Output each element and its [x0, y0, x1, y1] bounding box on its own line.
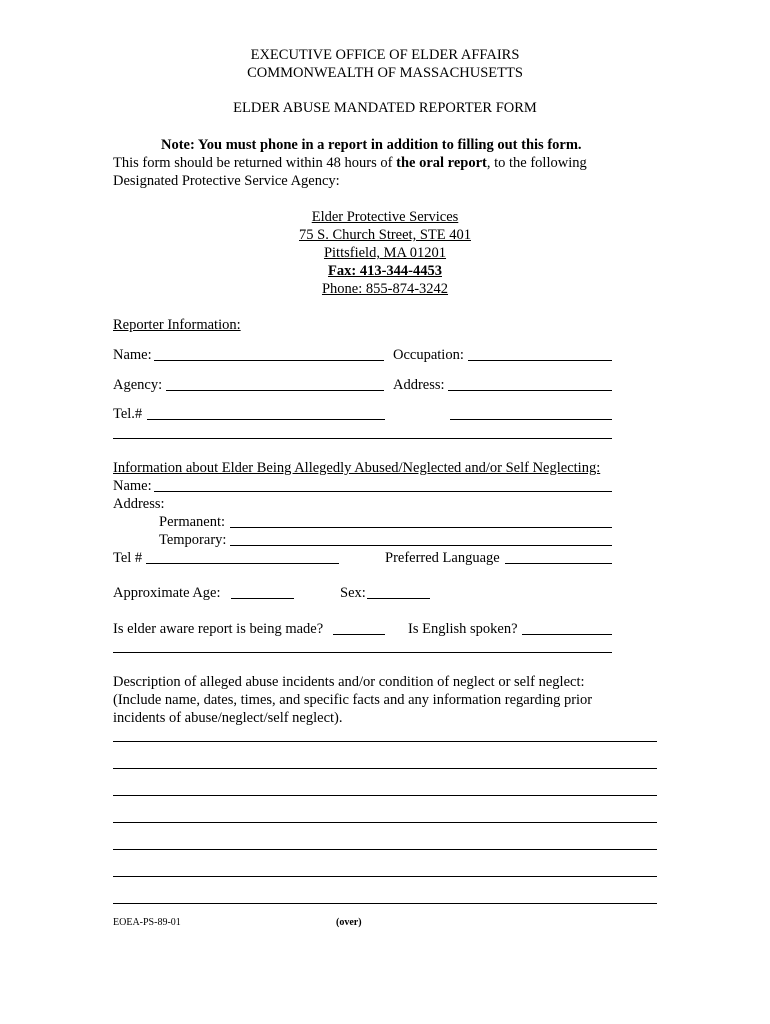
agency-street: 75 S. Church Street, STE 401 — [299, 227, 471, 243]
elder-age-label: Approximate Age: — [113, 585, 221, 601]
description-line-field[interactable] — [113, 860, 657, 877]
reporter-name-field[interactable] — [154, 344, 384, 361]
reporter-tel-field[interactable] — [147, 403, 385, 420]
reporter-occupation-label: Occupation: — [393, 347, 464, 363]
note-return-text-b: , to the following — [486, 155, 587, 171]
description-line-field[interactable] — [113, 725, 657, 742]
reporter-address-label: Address: — [393, 377, 445, 393]
form-title: ELDER ABUSE MANDATED REPORTER FORM — [233, 100, 537, 116]
elder-tel-label: Tel # — [113, 550, 143, 566]
elder-extra-line[interactable] — [113, 636, 612, 653]
reporter-agency-field[interactable] — [166, 374, 384, 391]
elder-aware-field[interactable] — [333, 618, 385, 635]
elder-heading: Information about Elder Being Allegedly Abused/Neglected and/or Self Neglecting: — [113, 460, 601, 476]
agency-city: Pittsfield, MA 01201 — [323, 245, 447, 261]
elder-name-field[interactable] — [154, 475, 612, 492]
elder-age-field[interactable] — [231, 582, 294, 599]
elder-name-label: Name: — [113, 478, 152, 494]
elder-language-field[interactable] — [505, 547, 612, 564]
elder-address-label: Address: — [113, 496, 165, 512]
agency-phone: Phone: 855-874-3242 — [321, 281, 449, 297]
form-code: EOEA-PS-89-01 — [113, 917, 181, 928]
elder-aware-label: Is elder aware report is being made? — [113, 621, 324, 637]
over-indicator: (over) — [336, 917, 362, 928]
elder-english-label: Is English spoken? — [408, 621, 518, 637]
elder-language-label: Preferred Language — [385, 550, 500, 566]
agency-name: Elder Protective Services — [311, 209, 459, 225]
note-oral-report: the oral report — [396, 155, 487, 171]
elder-sex-field[interactable] — [367, 582, 430, 599]
reporter-name-label: Name: — [113, 347, 152, 363]
description-line-field[interactable] — [113, 779, 657, 796]
reporter-occupation-field[interactable] — [468, 344, 612, 361]
description-line-field[interactable] — [113, 752, 657, 769]
note-return-line — [113, 154, 587, 172]
elder-sex-label: Sex: — [340, 585, 366, 601]
description-line-field[interactable] — [113, 833, 657, 850]
description-line2: (Include name, dates, times, and specific facts and any information regarding prior — [113, 692, 593, 708]
description-line1: Description of alleged abuse incidents and/or condition of neglect or self neglect: — [113, 674, 585, 690]
reporter-tel-label: Tel.# — [113, 406, 143, 422]
reporter-agency-label: Agency: — [113, 377, 163, 393]
reporter-address-line2-field[interactable] — [450, 403, 612, 420]
note-bold-line: Note: You must phone in a report in addition to filling out this form. — [161, 137, 582, 153]
elder-tel-field[interactable] — [146, 547, 339, 564]
elder-temporary-address-field[interactable] — [230, 529, 612, 546]
elder-temporary-label: Temporary: — [159, 532, 227, 548]
reporter-address-field[interactable] — [448, 374, 612, 391]
note-agency-line: Designated Protective Service Agency: — [113, 173, 340, 189]
reporter-extra-line[interactable] — [113, 422, 612, 439]
elder-permanent-address-field[interactable] — [230, 511, 612, 528]
elder-english-field[interactable] — [522, 618, 612, 635]
agency-fax: Fax: 413-344-4453 — [328, 263, 442, 279]
description-line3: incidents of abuse/neglect/self neglect). — [113, 710, 343, 726]
header-agency-line: EXECUTIVE OFFICE OF ELDER AFFAIRS — [250, 47, 520, 63]
description-line-field[interactable] — [113, 806, 657, 823]
reporter-heading: Reporter Information: — [113, 317, 241, 333]
header-commonwealth-line: COMMONWEALTH OF MASSACHUSETTS — [247, 65, 523, 81]
description-line-field[interactable] — [113, 887, 657, 904]
note-return-text-a: This form should be returned within 48 hours of — [113, 155, 397, 171]
elder-permanent-label: Permanent: — [159, 514, 226, 530]
